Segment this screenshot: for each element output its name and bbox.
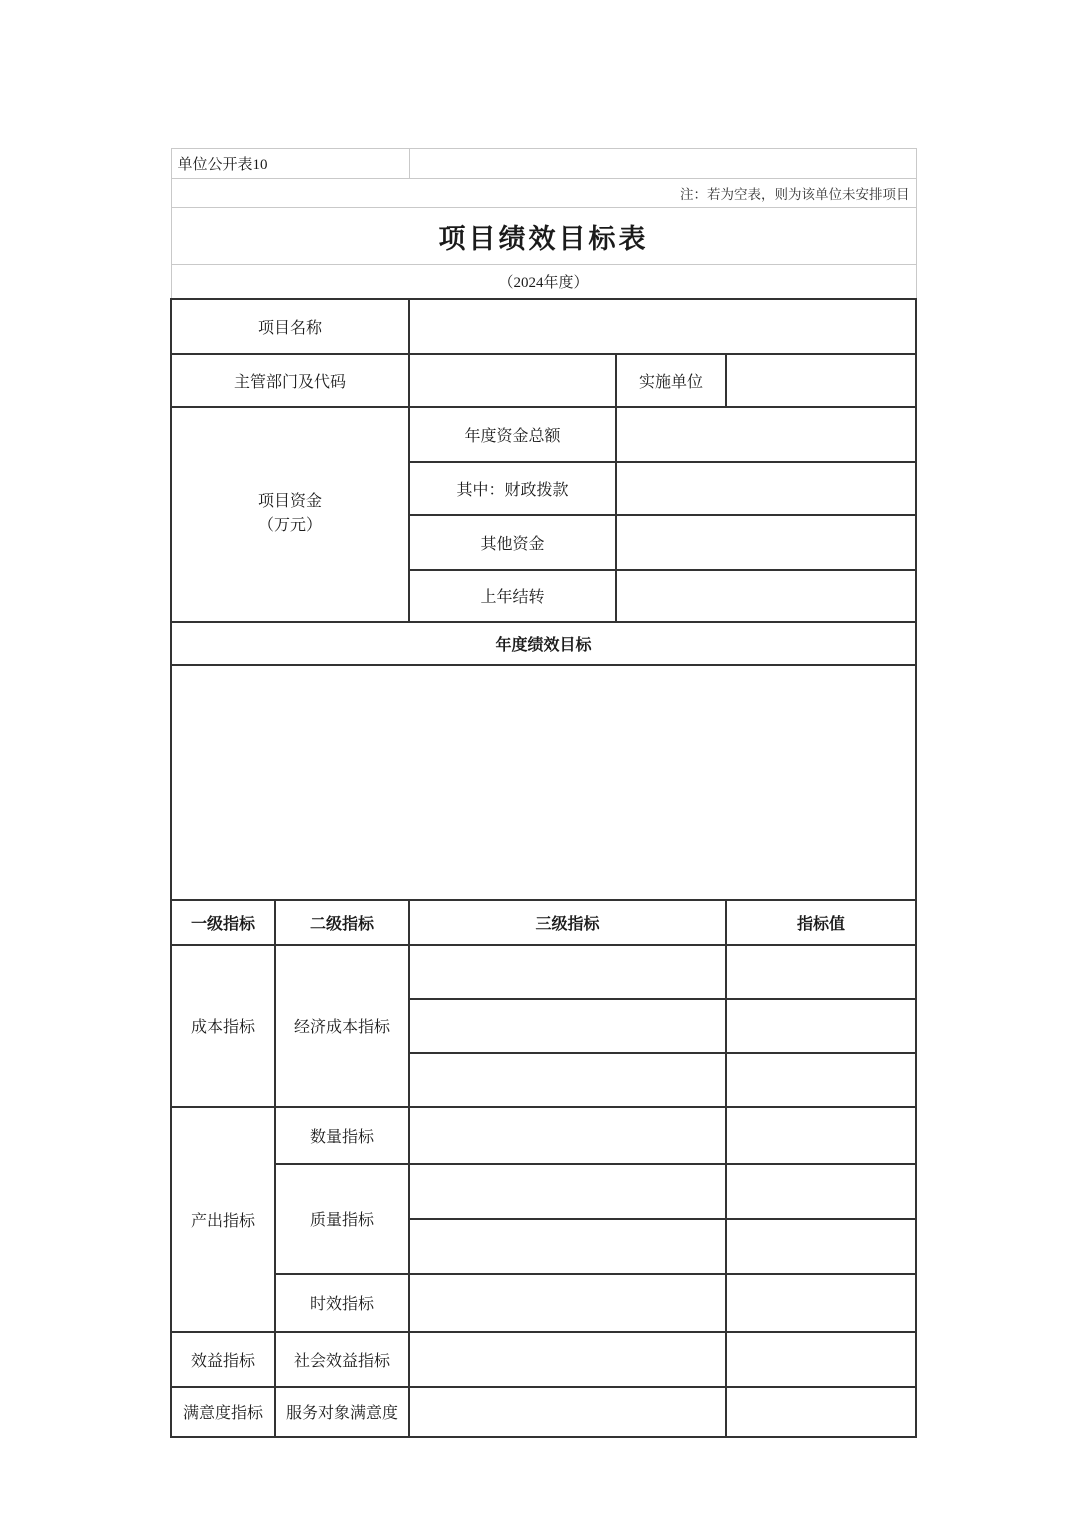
output-quality-l3-cell-2 (409, 1219, 726, 1274)
output-timeliness-l3-cell (409, 1274, 726, 1332)
output-quality-l3-cell-1 (409, 1164, 726, 1219)
output-level1-label: 产出指标 (171, 1107, 275, 1332)
project-name-label: 项目名称 (171, 299, 409, 354)
indicator-header-level1: 一级指标 (171, 900, 275, 945)
form-code-empty-cell (409, 149, 916, 179)
output-quality-value-cell-2 (726, 1219, 916, 1274)
implement-unit-label: 实施单位 (616, 354, 726, 407)
form-table (170, 148, 917, 1438)
page-subtitle: （2024年度） (171, 265, 916, 299)
funds-total-label: 年度资金总额 (409, 407, 616, 462)
satisfaction-value-cell (726, 1387, 916, 1437)
satisfaction-level1-label: 满意度指标 (171, 1387, 275, 1437)
annual-target-content-cell (171, 665, 916, 900)
output-quantity-l3-cell (409, 1107, 726, 1164)
cost-l3-cell-3 (409, 1053, 726, 1107)
funds-other-label: 其他资金 (409, 515, 616, 570)
cost-level1-label: 成本指标 (171, 945, 275, 1107)
benefit-value-cell (726, 1332, 916, 1387)
annual-target-header: 年度绩效目标 (171, 622, 916, 665)
cost-level2-label: 经济成本指标 (275, 945, 409, 1107)
indicator-header-level3: 三级指标 (409, 900, 726, 945)
funds-fiscal-label: 其中：财政拨款 (409, 462, 616, 515)
funds-other-value-cell (616, 515, 916, 570)
indicator-header-level2: 二级指标 (275, 900, 409, 945)
satisfaction-l3-cell (409, 1387, 726, 1437)
cost-value-cell-3 (726, 1053, 916, 1107)
output-quality-value-cell-1 (726, 1164, 916, 1219)
department-value-cell (409, 354, 616, 407)
benefit-level2-label: 社会效益指标 (275, 1332, 409, 1387)
cost-value-cell-2 (726, 999, 916, 1053)
funds-total-value-cell (616, 407, 916, 462)
project-name-value-cell (409, 299, 916, 354)
implement-unit-value-cell (726, 354, 916, 407)
form-code: 单位公开表10 (171, 149, 409, 179)
output-quantity-label: 数量指标 (275, 1107, 409, 1164)
output-quantity-value-cell (726, 1107, 916, 1164)
cost-value-cell-1 (726, 945, 916, 999)
funds-label (171, 407, 409, 622)
funds-label-line2: （万元） (258, 517, 323, 534)
funds-carryover-label: 上年结转 (409, 570, 616, 622)
output-quality-label: 质量指标 (275, 1164, 409, 1274)
cost-l3-cell-1 (409, 945, 726, 999)
funds-fiscal-value-cell (616, 462, 916, 515)
benefit-l3-cell (409, 1332, 726, 1387)
output-timeliness-label: 时效指标 (275, 1274, 409, 1332)
department-label: 主管部门及代码 (171, 354, 409, 407)
cost-l3-cell-2 (409, 999, 726, 1053)
performance-target-form (170, 148, 917, 1438)
page-title: 项目绩效目标表 (171, 208, 916, 265)
funds-carryover-value-cell (616, 570, 916, 622)
benefit-level1-label: 效益指标 (171, 1332, 275, 1387)
satisfaction-level2-label: 服务对象满意度 (275, 1387, 409, 1437)
indicator-header-value: 指标值 (726, 900, 916, 945)
funds-label-line1: 项目资金 (258, 493, 323, 510)
output-timeliness-value-cell (726, 1274, 916, 1332)
empty-table-note: 注：若为空表，则为该单位未安排项目 (171, 179, 916, 208)
